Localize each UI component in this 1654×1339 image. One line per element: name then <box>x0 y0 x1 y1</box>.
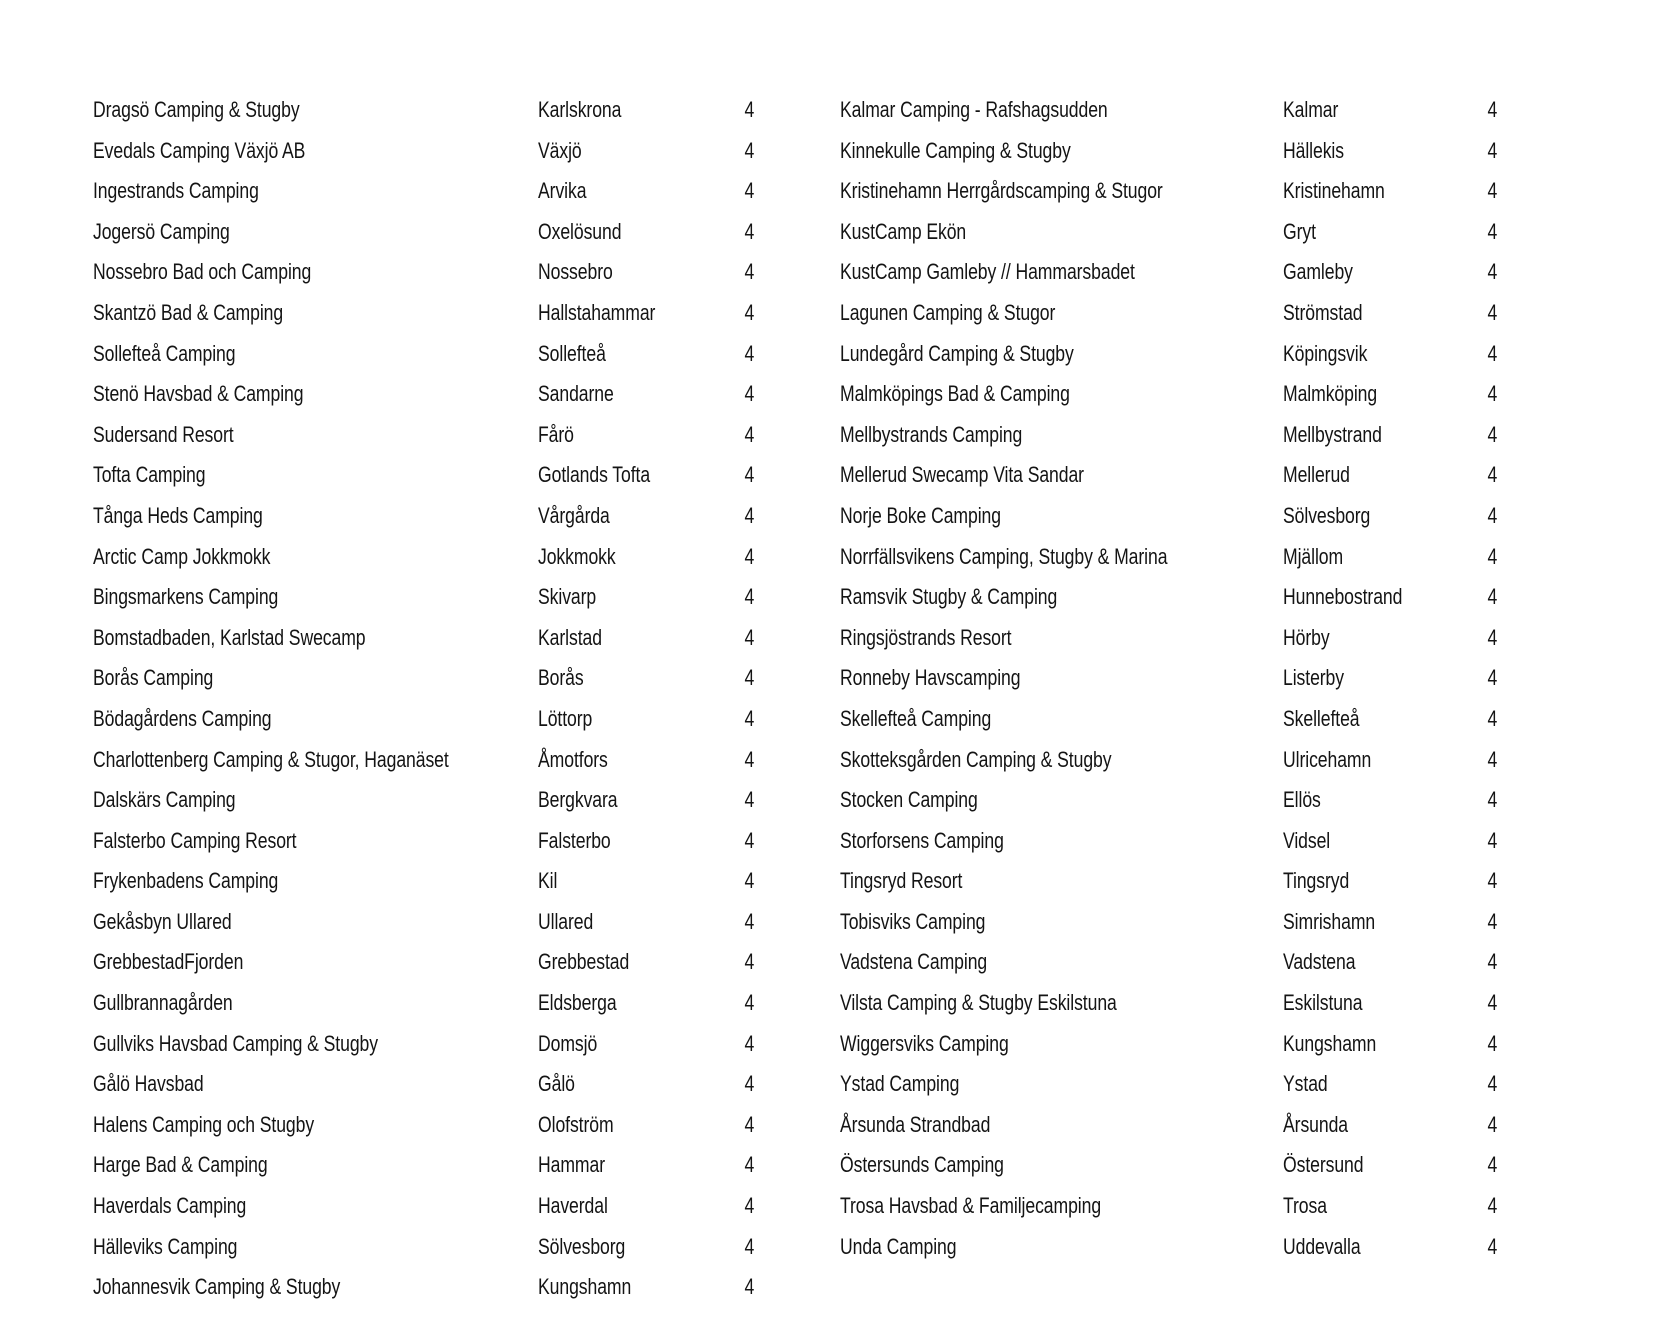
campsite-rating: 4 <box>1487 868 1498 894</box>
campsite-city: Kristinehamn <box>1283 178 1385 204</box>
campsite-city: Sollefteå <box>538 340 606 366</box>
campsite-city: Kalmar <box>1283 97 1339 122</box>
campsite-name: Ronneby Havscamping <box>840 665 1021 691</box>
campsite-name: Harge Bad & Camping <box>93 1152 268 1178</box>
campsite-city: Löttorp <box>538 705 593 731</box>
campsite-name: Ramsvik Stugby & Camping <box>840 584 1058 610</box>
campsite-rating: 4 <box>1487 746 1498 772</box>
campsite-rating: 4 <box>744 1193 755 1219</box>
campsite-city: Åmotfors <box>538 746 608 772</box>
campsite-city: Ellös <box>1283 787 1321 813</box>
campsite-name: Dalskärs Camping <box>93 787 236 813</box>
campsite-name: Östersunds Camping <box>840 1152 1004 1178</box>
campsite-rating: 4 <box>744 827 755 853</box>
campsite-rating: 4 <box>744 340 755 366</box>
campsite-city: Malmköping <box>1283 381 1378 407</box>
campsite-rating: 4 <box>744 502 755 528</box>
campsite-name: Evedals Camping Växjö AB <box>93 137 306 163</box>
campsite-city: Sandarne <box>538 381 614 407</box>
campsite-name: Wiggersviks Camping <box>840 1030 1009 1056</box>
campsite-name: KustCamp Ekön <box>840 218 967 244</box>
campsite-rating: 4 <box>744 462 755 488</box>
campsite-rating: 4 <box>1487 584 1498 610</box>
campsite-city: Arvika <box>538 178 587 204</box>
campsite-rating: 4 <box>1487 381 1498 407</box>
campsite-city: Strömstad <box>1283 299 1363 325</box>
campsite-rating: 4 <box>1487 299 1498 325</box>
campsite-city: Årsunda <box>1283 1111 1348 1137</box>
campsite-name: Bomstadbaden, Karlstad Swecamp <box>93 624 366 650</box>
campsite-rating: 4 <box>744 746 755 772</box>
campsite-city: Tingsryd <box>1283 868 1350 894</box>
campsite-name: Nossebro Bad och Camping <box>93 259 312 285</box>
campsite-city: Mellerud <box>1283 462 1350 488</box>
campsite-name: Bödagårdens Camping <box>93 705 272 731</box>
campsite-name: Vilsta Camping & Stugby Eskilstuna <box>840 990 1117 1016</box>
campsite-name: Arctic Camp Jokkmokk <box>93 543 271 569</box>
campsite-city: Grebbestad <box>538 949 630 975</box>
campsite-city: Kungshamn <box>1283 1030 1377 1056</box>
campsite-city: Fårö <box>538 421 574 447</box>
campsite-rating: 4 <box>744 787 755 813</box>
campsite-rating: 4 <box>744 990 755 1016</box>
campsite-name: Johannesvik Camping & Stugby <box>93 1274 341 1300</box>
campsite-name: Frykenbadens Camping <box>93 868 279 894</box>
campsite-rating: 4 <box>1487 990 1498 1016</box>
campsite-rating: 4 <box>1487 543 1498 569</box>
campsite-name: Kinnekulle Camping & Stugby <box>840 137 1071 163</box>
campsite-name: Årsunda Strandbad <box>840 1111 991 1137</box>
campsite-name: Tånga Heds Camping <box>93 502 263 528</box>
campsite-rating: 4 <box>744 1111 755 1137</box>
campsite-city: Sölvesborg <box>538 1233 626 1259</box>
campsite-rating: 4 <box>1487 1111 1498 1137</box>
campsite-name: Norje Boke Camping <box>840 502 1001 528</box>
campsite-city: Ystad <box>1283 1071 1328 1097</box>
campsite-city: Hunnebostrand <box>1283 584 1403 610</box>
campsite-name: Stenö Havsbad & Camping <box>93 381 304 407</box>
campsite-name: Kalmar Camping - Rafshagsudden <box>840 97 1108 122</box>
campsite-name: Dragsö Camping & Stugby <box>93 97 300 122</box>
campsite-rating: 4 <box>1487 624 1498 650</box>
campsite-rating: 4 <box>1487 827 1498 853</box>
campsite-rating: 4 <box>744 1233 755 1259</box>
campsite-rating: 4 <box>1487 705 1498 731</box>
campsite-name: Skotteksgården Camping & Stugby <box>840 746 1112 772</box>
campsite-name: Falsterbo Camping Resort <box>93 827 297 853</box>
campsite-rating: 4 <box>744 908 755 934</box>
campsite-rating: 4 <box>1487 949 1498 975</box>
campsite-city: Gamleby <box>1283 259 1353 285</box>
campsite-name: Skellefteå Camping <box>840 705 992 731</box>
campsite-rating: 4 <box>744 665 755 691</box>
campsite-rating: 4 <box>744 584 755 610</box>
campsite-name: Vadstena Camping <box>840 949 988 975</box>
campsite-rating: 4 <box>744 868 755 894</box>
campsite-rating: 4 <box>1487 1193 1498 1219</box>
campsite-name: Tingsryd Resort <box>840 868 963 894</box>
campsite-name: Ingestrands Camping <box>93 178 259 204</box>
campsite-city: Vadstena <box>1283 949 1356 975</box>
campsite-rating: 4 <box>744 949 755 975</box>
campsite-city: Växjö <box>538 137 582 163</box>
campsite-rating: 4 <box>744 705 755 731</box>
campsite-city: Hällekis <box>1283 137 1344 163</box>
campsite-name: Hälleviks Camping <box>93 1233 238 1259</box>
campsite-name: Mellbystrands Camping <box>840 421 1023 447</box>
campsite-rating: 4 <box>1487 340 1498 366</box>
campsite-rating: 4 <box>744 543 755 569</box>
campsite-city: Kungshamn <box>538 1274 632 1300</box>
campsite-name: Norrfällsvikens Camping, Stugby & Marina <box>840 543 1168 569</box>
campsite-city: Hallstahammar <box>538 299 656 325</box>
campsite-name: Tofta Camping <box>93 462 206 488</box>
campsite-rating: 4 <box>1487 502 1498 528</box>
campsite-rating: 4 <box>1487 137 1498 163</box>
campsite-rating: 4 <box>744 624 755 650</box>
campsite-name: Haverdals Camping <box>93 1193 247 1219</box>
campsite-city: Nossebro <box>538 259 613 285</box>
campsite-city: Kil <box>538 868 558 894</box>
campsite-rating: 4 <box>744 178 755 204</box>
campsite-name: Malmköpings Bad & Camping <box>840 381 1070 407</box>
campsite-city: Vårgårda <box>538 502 610 528</box>
campsite-city: Hammar <box>538 1152 605 1178</box>
campsite-name: Borås Camping <box>93 665 214 691</box>
campsite-name: Kristinehamn Herrgårdscamping & Stugor <box>840 178 1163 204</box>
campsite-city: Oxelösund <box>538 218 622 244</box>
campsite-rating: 4 <box>744 97 755 122</box>
campsite-city: Gotlands Tofta <box>538 462 651 488</box>
campsite-city: Köpingsvik <box>1283 340 1368 366</box>
campsite-city: Trosa <box>1283 1193 1327 1219</box>
campsite-name: Trosa Havsbad & Familjecamping <box>840 1193 1102 1219</box>
campsite-rating: 4 <box>1487 665 1498 691</box>
campsite-name: Jogersö Camping <box>93 218 230 244</box>
campsite-rating: 4 <box>1487 421 1498 447</box>
campsite-rating: 4 <box>1487 462 1498 488</box>
campsite-city: Listerby <box>1283 665 1344 691</box>
campsite-city: Ullared <box>538 908 594 934</box>
campsite-city: Domsjö <box>538 1030 598 1056</box>
campsite-city: Bergkvara <box>538 787 618 813</box>
campsite-name: Storforsens Camping <box>840 827 1004 853</box>
campsite-name: Sudersand Resort <box>93 421 234 447</box>
campsite-name: KustCamp Gamleby // Hammarsbadet <box>840 259 1135 285</box>
campsite-city: Mellbystrand <box>1283 421 1382 447</box>
campsite-city: Eldsberga <box>538 990 617 1016</box>
campsite-city: Haverdal <box>538 1193 608 1219</box>
campsite-name: Mellerud Swecamp Vita Sandar <box>840 462 1084 488</box>
campsite-city: Eskilstuna <box>1283 990 1363 1016</box>
campsite-name: Tobisviks Camping <box>840 908 986 934</box>
campsite-rating: 4 <box>744 1152 755 1178</box>
campsite-city: Gålö <box>538 1071 575 1097</box>
campsite-rating: 4 <box>744 1030 755 1056</box>
campsite-city: Karlskrona <box>538 97 622 122</box>
campsite-rating: 4 <box>1487 1030 1498 1056</box>
campsite-city: Karlstad <box>538 624 602 650</box>
campsite-city: Falsterbo <box>538 827 611 853</box>
campsite-name: Skantzö Bad & Camping <box>93 299 284 325</box>
campsite-rating: 4 <box>744 381 755 407</box>
campsite-rating: 4 <box>1487 908 1498 934</box>
campsite-city: Borås <box>538 665 584 691</box>
campsite-city: Hörby <box>1283 624 1330 650</box>
campsite-rating: 4 <box>1487 178 1498 204</box>
campsite-rating: 4 <box>1487 218 1498 244</box>
campsite-city: Mjällom <box>1283 543 1344 569</box>
campsite-city: Skellefteå <box>1283 705 1360 731</box>
campsite-name: Charlottenberg Camping & Stugor, Haganäset <box>93 746 449 772</box>
campsite-rating: 4 <box>1487 1152 1498 1178</box>
campsite-rating: 4 <box>1487 1071 1498 1097</box>
campsite-city: Jokkmokk <box>538 543 616 569</box>
campsite-name: Lundegård Camping & Stugby <box>840 340 1074 366</box>
campsite-city: Uddevalla <box>1283 1233 1361 1259</box>
campsite-rating: 4 <box>744 218 755 244</box>
campsite-city: Simrishamn <box>1283 908 1376 934</box>
campsite-name: Bingsmarkens Camping <box>93 584 279 610</box>
campsite-city: Olofström <box>538 1111 614 1137</box>
campsite-city: Skivarp <box>538 584 597 610</box>
campsite-rating: 4 <box>1487 97 1498 122</box>
campsite-name: Sollefteå Camping <box>93 340 236 366</box>
campsite-city: Vidsel <box>1283 827 1331 853</box>
campsite-rating: 4 <box>744 259 755 285</box>
campsite-city: Ulricehamn <box>1283 746 1372 772</box>
campsite-name: Ringsjöstrands Resort <box>840 624 1012 650</box>
campsite-city: Sölvesborg <box>1283 502 1371 528</box>
campsite-rating: 4 <box>744 1274 755 1300</box>
campsite-name: Ystad Camping <box>840 1071 960 1097</box>
campsite-city: Gryt <box>1283 218 1316 244</box>
campsite-rating: 4 <box>1487 1233 1498 1259</box>
campsite-rating: 4 <box>744 299 755 325</box>
campsite-name: Stocken Camping <box>840 787 978 813</box>
campsite-name: Gekåsbyn Ullared <box>93 908 232 934</box>
campsite-name: Lagunen Camping & Stugor <box>840 299 1056 325</box>
campsite-rating: 4 <box>744 1071 755 1097</box>
campsite-rating: 4 <box>1487 259 1498 285</box>
campsite-name: Unda Camping <box>840 1233 957 1259</box>
campsite-rating: 4 <box>1487 787 1498 813</box>
campsite-name: Gålö Havsbad <box>93 1071 204 1097</box>
campsite-rating: 4 <box>744 137 755 163</box>
campsite-rating: 4 <box>744 421 755 447</box>
campsite-name: Gullviks Havsbad Camping & Stugby <box>93 1030 378 1056</box>
campsite-name: Gullbrannagården <box>93 990 233 1016</box>
campsite-name: Halens Camping och Stugby <box>93 1111 315 1137</box>
campsite-name: GrebbestadFjorden <box>93 949 244 975</box>
campsite-city: Östersund <box>1283 1152 1364 1178</box>
